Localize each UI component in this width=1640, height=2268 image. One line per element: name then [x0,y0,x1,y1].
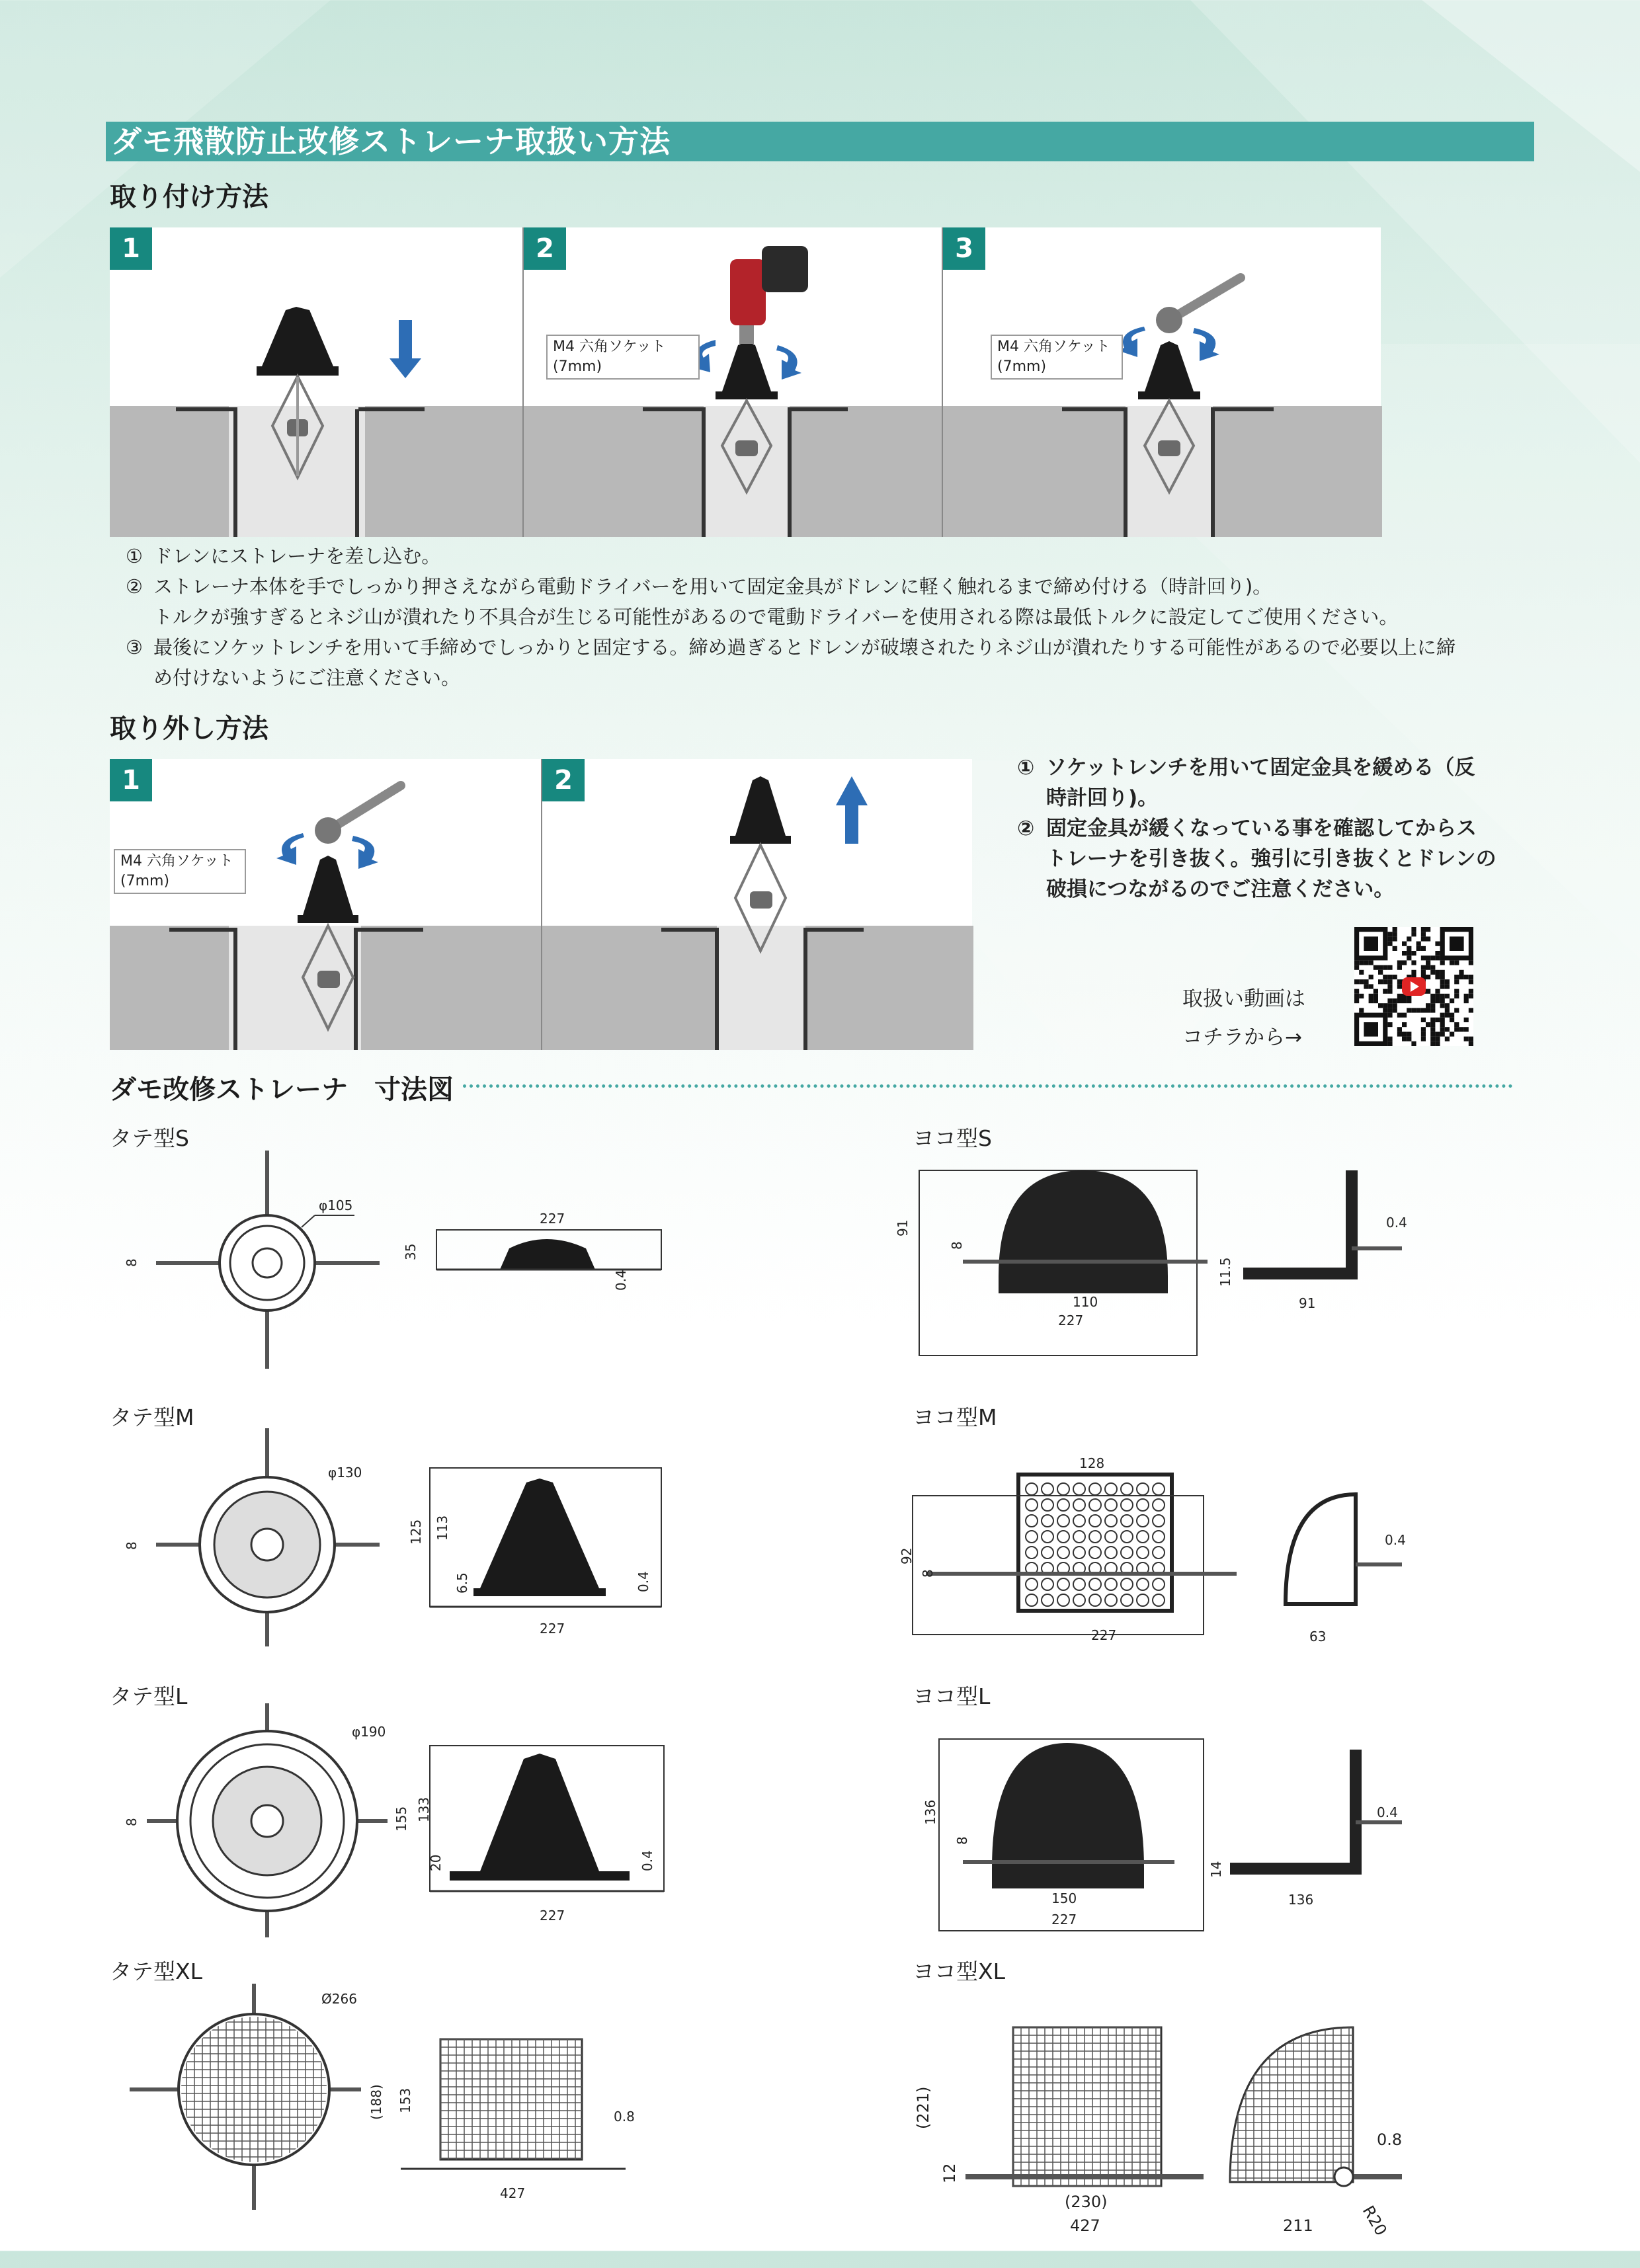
dim-label: φ105 [319,1197,353,1213]
type-label-yoko-m: ヨコ型M [913,1404,997,1430]
install-step-2-illustration [524,227,943,537]
dim-label: φ130 [328,1465,362,1480]
dim-label: 153 [397,2087,413,2113]
drawing-tate-m [110,1415,678,1653]
dim-label: 0.8 [1377,2130,1403,2149]
dim-label: 8 [124,1818,140,1826]
install-note-3: ③ 最後にソケットレンチを用いて手締めでしっかりと固定する。締め過ぎるとドレンが破壊されたりネジ山が潰れたりする可能性があるので必要以上に締 [126,636,1456,659]
install-step-3-panel [942,227,1381,537]
step-badge: 2 [542,759,585,801]
dim-label: 92 [899,1547,915,1564]
removal-heading: 取り外し方法 [110,713,268,744]
dim-label: 136 [1288,1892,1314,1908]
dim-label: 133 [416,1797,432,1822]
removal-step-1-panel [110,759,541,1050]
dim-label: 0.4 [636,1571,651,1592]
socket-callout: M4 六角ソケット (7mm) [991,335,1123,380]
dim-label: 211 [1283,2216,1313,2235]
dim-label: 0.8 [614,2109,635,2125]
install-notes [126,541,1534,693]
drawing-yoko-l [899,1726,1521,1977]
drawing-yoko-s [895,1151,1521,1369]
type-label-tate-s: タテ型S [110,1125,189,1151]
removal-step-2-illustration [542,759,973,1050]
dim-label: 110 [1073,1294,1098,1310]
dim-label: 155 [393,1806,409,1832]
install-heading: 取り付け方法 [110,182,268,212]
type-label-tate-xl: タテ型XL [110,1959,202,1984]
dim-label: 427 [500,2185,526,2201]
type-label-tate-l: タテ型L [110,1683,188,1709]
dim-label: Ø266 [321,1991,357,2007]
dim-label: 125 [408,1519,424,1545]
step-badge: 2 [524,227,566,270]
dim-label: φ190 [352,1724,386,1740]
drawing-tate-l [110,1693,678,1944]
dim-label: 8 [949,1241,965,1250]
removal-note-1: ① ソケットレンチを用いて固定金具を緩める（反 時計回り)。 [1017,756,1475,810]
dim-label: 227 [540,1211,565,1227]
step-badge: 3 [943,227,985,270]
drawing-tate-xl [110,1970,678,2222]
dim-label: (188) [368,2084,384,2120]
removal-step-1-illustration [110,759,541,1050]
drawing-yoko-m [899,1448,1521,1686]
socket-callout: M4 六角ソケット (7mm) [114,849,246,894]
page-title: ダモ飛散防止改修ストレーナ取扱い方法 [106,122,1534,161]
dim-label: 11.5 [1217,1257,1233,1287]
install-step-1-illustration [110,227,522,537]
title-dotted-rule [463,1084,1513,1088]
dim-label: 91 [895,1219,911,1236]
dim-label: 8 [920,1569,936,1578]
dim-label: 91 [1299,1295,1316,1311]
dim-label: (230) [1065,2193,1108,2211]
dim-label: 227 [540,1621,565,1637]
install-note-2: ② ストレーナ本体を手でしっかり押さえながら電動ドライバーを用いて固定金具がドレンに軽く触れるまで締め付ける（時計回り)。 [126,575,1272,598]
dim-label: 227 [540,1908,565,1924]
dim-label: 227 [1058,1313,1084,1328]
install-note-2-cont: トルクが強すぎるとネジ山が潰れたり不具合が生じる可能性があるので電動ドライバーを使用される際は最低トルクに設定してご使用ください。 [153,606,1399,628]
install-step-1-panel [110,227,522,537]
dim-label: 6.5 [454,1572,470,1594]
dim-label: 0.4 [613,1270,629,1291]
removal-notes [1017,752,1533,905]
dim-label: R20 [1358,2203,1391,2239]
install-note-3-cont: め付けないようにご注意ください。 [153,667,461,689]
removal-note-2: ② 固定金具が緩くなっている事を確認してからス トレーナを引き抜く。強引に引き抜くとドレンの 破損につながるのでご注意ください。 [1017,817,1496,901]
dim-label: 35 [403,1243,419,1260]
dim-label: 14 [1208,1861,1224,1878]
dim-label: (221) [914,2086,932,2129]
install-note-1: ① ドレンにストレーナを差し込む。 [126,545,441,567]
dim-label: 8 [124,1258,140,1267]
dim-label: 427 [1070,2216,1100,2235]
type-label-yoko-s: ヨコ型S [913,1125,992,1151]
yoko-xl-mesh [1013,2027,1161,2186]
dim-label: 20 [428,1854,444,1871]
removal-step-2-panel [541,759,972,1050]
dim-label: 113 [434,1515,450,1541]
dim-label: 128 [1079,1455,1105,1471]
dim-label: 0.4 [639,1850,655,1871]
dim-label: 150 [1051,1890,1077,1906]
dim-label: 0.4 [1385,1532,1406,1548]
dim-label: 12 [940,2163,959,2183]
install-step-3-illustration [943,227,1382,537]
dimensions-title: ダモ改修ストレーナ 寸法図 [110,1074,454,1105]
dim-label: 63 [1309,1629,1327,1644]
qr-code-icon[interactable] [1354,927,1473,1046]
dim-label: 8 [954,1836,970,1845]
type-label-tate-m: タテ型M [110,1404,194,1430]
video-link-text[interactable]: 取扱い動画は コチラから→ [1182,987,1305,1049]
dim-label: 227 [1091,1627,1117,1643]
type-label-yoko-l: ヨコ型L [913,1683,991,1709]
dim-label: 8 [124,1541,140,1550]
type-label-yoko-xl: ヨコ型XL [913,1959,1005,1984]
step-badge: 1 [110,227,152,270]
install-step-2-panel [522,227,942,537]
drawing-yoko-xl [899,2004,1521,2268]
dim-label: 0.4 [1386,1215,1407,1231]
dim-label: 0.4 [1377,1804,1398,1820]
drawing-tate-s [110,1137,678,1375]
dim-label: 227 [1051,1912,1077,1927]
socket-callout: M4 六角ソケット (7mm) [546,335,700,380]
dim-label: 136 [922,1799,938,1825]
step-badge: 1 [110,759,152,801]
